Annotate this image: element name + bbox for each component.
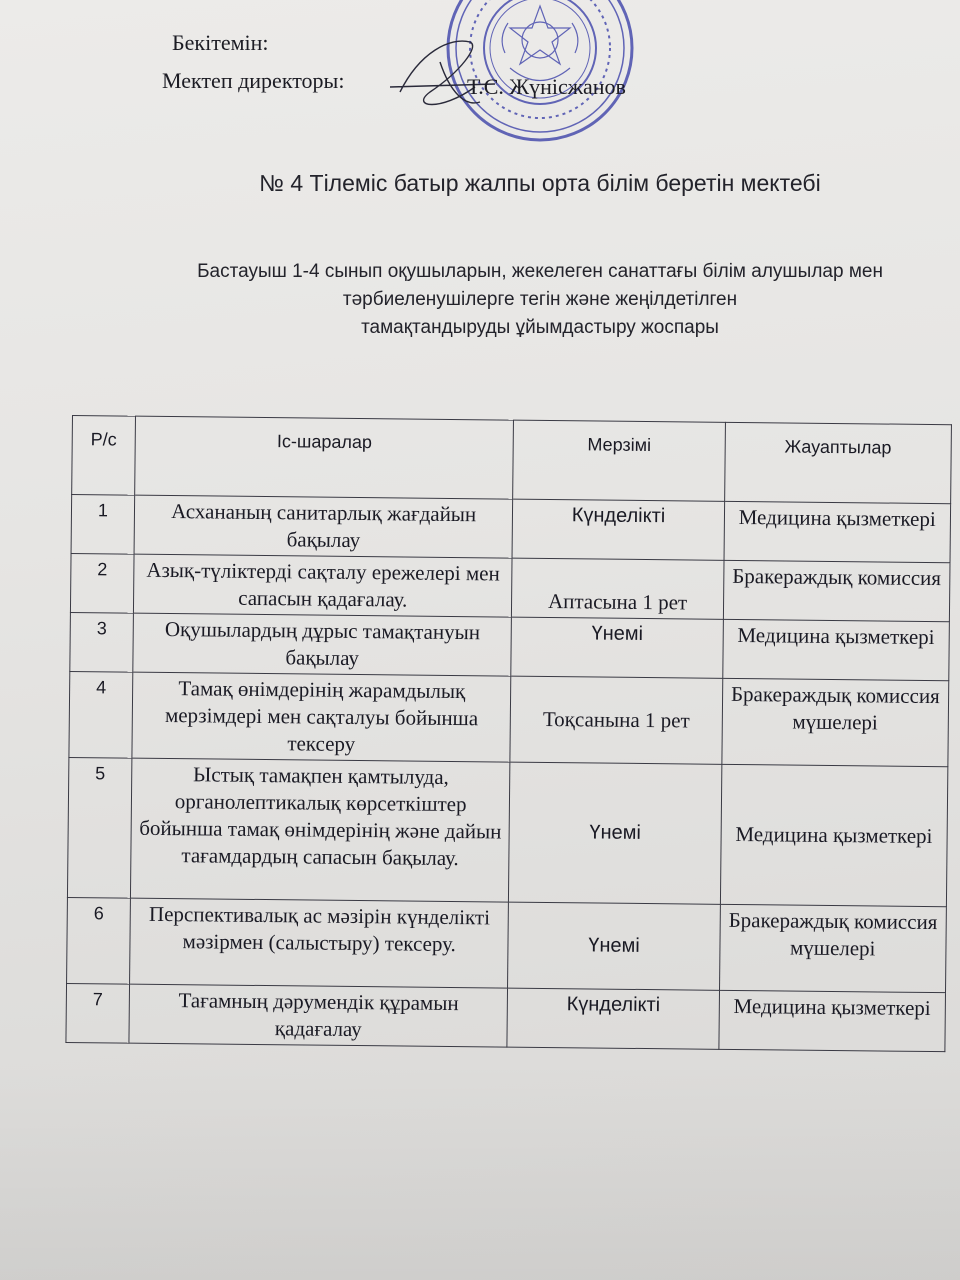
table-row [70,553,950,621]
table-row [66,983,946,1051]
plan-title-line: тәрбиеленушілерге тегін және жеңілдетілген [342,289,738,310]
director-label: Мектеп директоры: [162,68,345,93]
table-row [67,897,947,992]
approve-label: Бекітемін: [172,30,269,55]
table-row [71,495,951,563]
row-activity: Асхананың санитарлық жағдайын бақылау [134,495,513,558]
row-number: 6 [67,897,131,984]
director-name: Т.С. Жүнісжанов [467,74,626,99]
table-row [67,757,947,906]
row-term: Күнделікті [507,988,719,1049]
row-term: Үнемі [508,902,720,990]
plan-table-wrap [65,415,960,1054]
row-number: 7 [66,983,130,1043]
table-row [69,671,949,766]
row-number: 1 [71,495,135,555]
header-cell-activity: Іс-шаралар [135,416,514,499]
row-responsible: Медицина қызметкері [724,501,951,562]
row-activity: Ыстық тамақпен қамтылуда, органолептикалық көрсеткіштер бойынша тамақ өнімдерінің және дайын тағамдардың сапасын бақылау. [130,758,510,902]
row-responsible: Бракераждық комиссия мүшелері [719,904,946,992]
school-title: № 4 Тілеміс батыр жалпы орта білім беретін мектебі [259,170,821,196]
row-number: 4 [69,671,133,758]
row-responsible: Медицина қызметкері [722,619,949,680]
row-activity: Тамақ өнімдерінің жарамдылық мерзімдері мен сақталуы бойынша тексеру [132,672,511,762]
row-number: 3 [70,612,134,672]
table-row [70,612,950,680]
plan-title-line: тамақтандыруды ұйымдастыру жоспары [361,317,719,338]
row-number: 2 [70,553,134,613]
plan-title [140,258,940,342]
row-term: Үнемі [509,762,722,904]
row-activity: Перспективалық ас мәзірін күнделікті мәзірмен (салыстыру) тексеру. [130,898,509,988]
row-term: Күнделікті [512,499,724,560]
plan-title-line: Бастауыш 1-4 сынып оқушыларын, жекелеген санаттағы білім алушылар мен [197,261,883,282]
header-cell-term: Мерзімі [513,420,725,501]
row-responsible: Медицина қызметкері [719,990,946,1051]
row-responsible: Медицина қызметкері [720,764,948,906]
row-activity: Оқушылардың дұрыс тамақтануын бақылау [133,613,512,676]
row-activity: Тағамның дәрумендік құрамын қадағалау [129,984,508,1047]
row-number: 5 [67,757,131,898]
row-responsible: Бракераждық комиссия [723,560,950,621]
page-shadow [0,1060,960,1280]
table-header-row [72,416,952,504]
row-term: Тоқсанына 1 рет [510,676,722,764]
header-cell-number: Р/с [72,416,136,496]
header-cell-responsible: Жауаптылар [724,422,951,503]
row-term: Аптасына 1 рет [512,558,724,619]
row-responsible: Бракераждық комиссия мүшелері [721,678,948,766]
row-term: Үнемі [511,617,723,678]
plan-table [65,415,952,1052]
row-activity: Азық-түліктерді сақталу ережелері мен сапасын қадағалау. [133,554,512,617]
